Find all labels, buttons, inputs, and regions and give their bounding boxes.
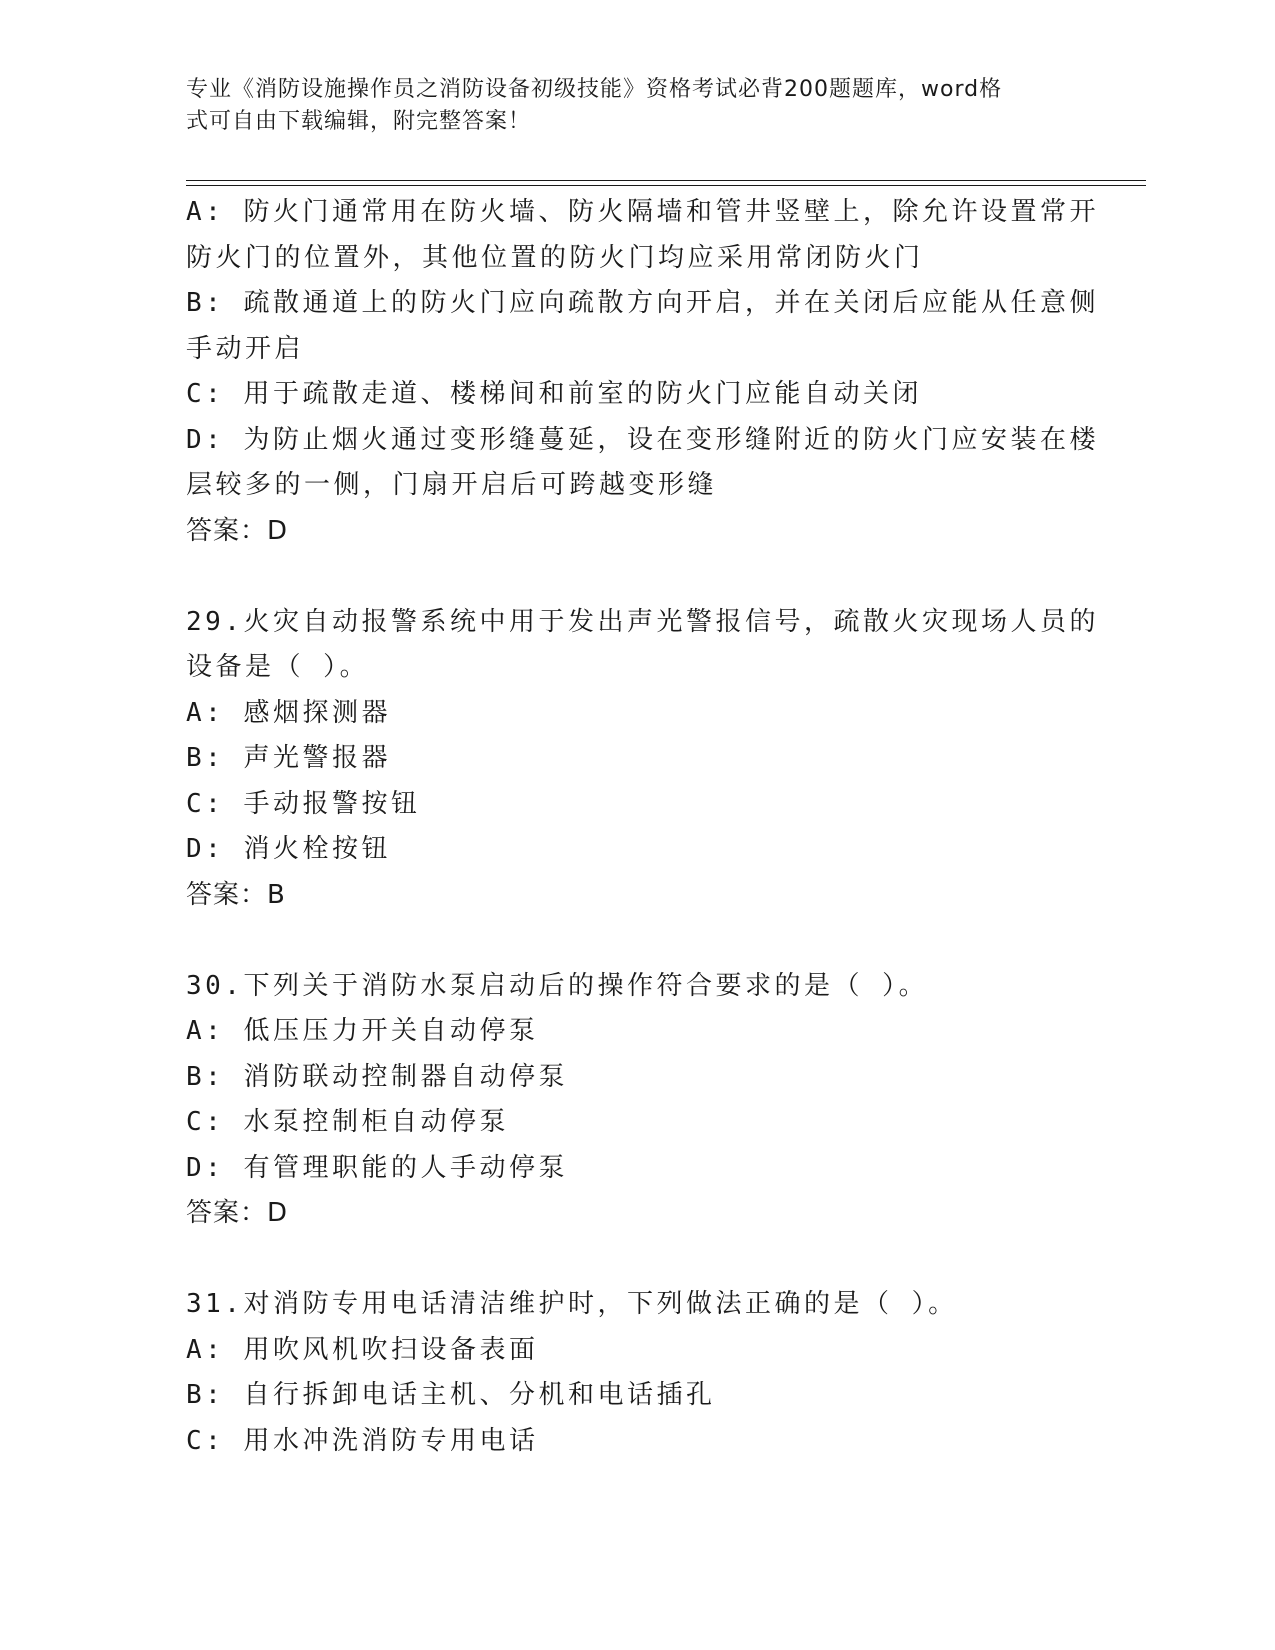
option-a: A: 用吹风机吹扫设备表面 [186, 1334, 539, 1365]
question-30 [186, 964, 1076, 1237]
question-stem-line-2: 设备是（ ）。 [186, 652, 370, 682]
option-d-line-2: 层较多的一侧，门扇开启后可跨越变形缝 [186, 470, 718, 500]
question-stem: 30.下列关于消防水泵启动后的操作符合要求的是（ ）。 [186, 970, 929, 1001]
header-divider-top [186, 180, 1146, 181]
option-b: B: 消防联动控制器自动停泵 [186, 1061, 568, 1092]
option-a: A: 低压压力开关自动停泵 [186, 1016, 539, 1046]
answer: 答案：D [186, 515, 289, 546]
header-divider-bottom [186, 185, 1146, 186]
option-c: C: 水泵控制柜自动停泵 [186, 1107, 509, 1137]
question-29 [186, 600, 1099, 919]
question-stem: 31.对消防专用电话清洁维护时，下列做法正确的是（ ）。 [186, 1289, 958, 1319]
option-a-line-2: 防火门的位置外，其他位置的防火门均应采用常闭防火门 [186, 242, 924, 273]
document-header [186, 74, 1066, 138]
option-d: D: 有管理职能的人手动停泵 [186, 1152, 568, 1183]
header-line-2: 式可自由下载编辑，附完整答案！ [186, 109, 532, 134]
option-d: D: 消火栓按钮 [186, 834, 391, 864]
option-d-line-1: D: 为防止烟火通过变形缝蔓延，设在变形缝附近的防火门应安装在楼 [186, 424, 1099, 455]
option-a-line-1: A: 防火门通常用在防火墙、防火隔墙和管井竖壁上，除允许设置常开 [186, 197, 1099, 227]
option-b-line-1: B: 疏散通道上的防火门应向疏散方向开启，并在关闭后应能从任意侧 [186, 288, 1099, 318]
header-line-1: 专业《消防设施操作员之消防设备初级技能》资格考试必背200题题库，word格 [186, 77, 1003, 102]
question-31 [186, 1282, 1076, 1464]
option-b: B: 自行拆卸电话主机、分机和电话插孔 [186, 1380, 716, 1410]
option-b: B: 声光警报器 [186, 743, 391, 773]
option-c: C: 用于疏散走道、楼梯间和前室的防火门应能自动关闭 [186, 379, 922, 409]
question-stem-line-1: 29.火灾自动报警系统中用于发出声光警报信号，疏散火灾现场人员的 [186, 606, 1099, 637]
question-28 [186, 190, 1099, 554]
option-c: C: 手动报警按钮 [186, 788, 421, 819]
option-a: A: 感烟探测器 [186, 697, 391, 728]
question-list [186, 190, 1099, 1464]
spacer [186, 918, 1076, 964]
answer: 答案：D [186, 1198, 289, 1228]
option-b-line-2: 手动开启 [186, 333, 305, 364]
spacer [186, 1237, 1076, 1283]
answer: 答案：B [186, 879, 286, 910]
spacer [186, 554, 1076, 600]
option-c: C: 用水冲洗消防专用电话 [186, 1425, 539, 1456]
